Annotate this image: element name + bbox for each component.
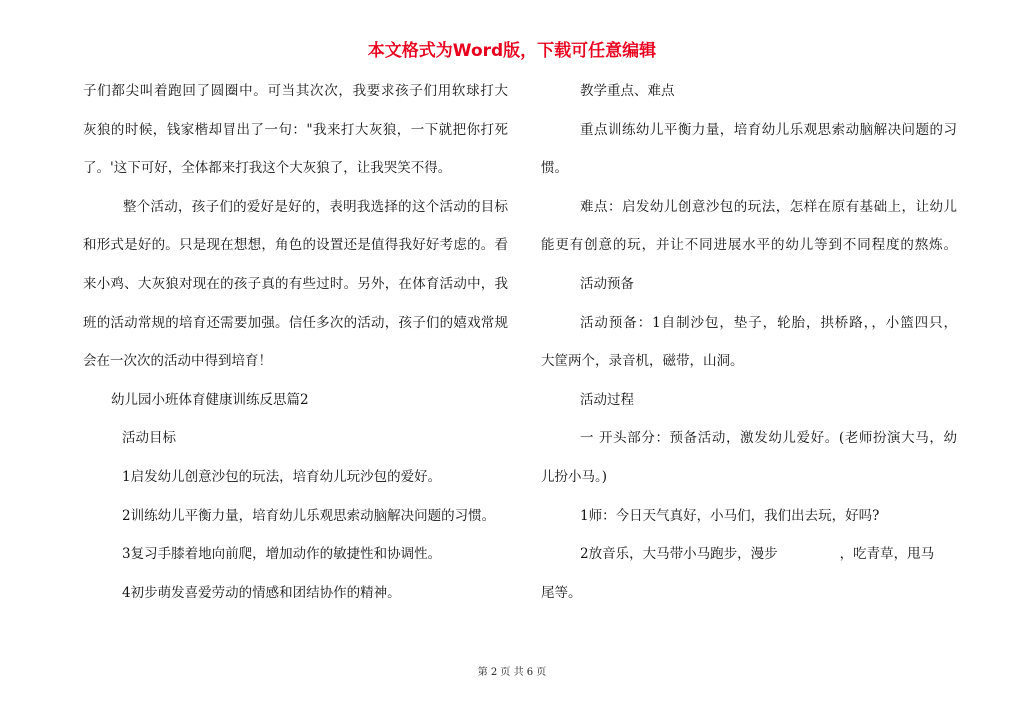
paragraph-line: 会在一次次的活动中得到培育！ [83,353,272,370]
section-heading: 幼儿园小班体育健康训练反思篇2 [111,391,309,408]
list-item-part: ，吃青草，甩马 [839,546,935,563]
list-item [541,541,957,580]
paragraph-line: 一 开头部分：预备活动，激发幼儿爱好。(老师扮演大马，幼 [580,430,957,447]
paragraph-line: 整个活动，孩子们的爱好是好的，表明我选择的这个活动的目标 [123,198,508,215]
paragraph-line: 灰狼的时候，钱家楷却冒出了一句："我来打大灰狼，一下就把你打死 [83,121,508,138]
list-item: 1师：今日天气真好，小马们，我们出去玩，好吗? [580,507,880,524]
paragraph-line: 尾等。 [541,584,582,601]
download-banner: 本文格式为Word版，下载可任意编辑 [367,41,657,61]
page-number: 第 2 页 共 6 页 [477,667,547,678]
right-column [541,78,957,618]
subheading: 活动目标 [122,430,176,447]
subheading: 活动预备 [580,275,634,292]
list-item: 2训练幼儿平衡力量，培育幼儿乐观思索动脑解决问题的习惯。 [122,507,496,524]
paragraph-line: 了。'这下可好，全体都来打我这个大灰狼了，让我哭笑不得。 [83,160,452,177]
subheading: 教学重点、难点 [580,83,675,99]
list-item: 4初步萌发喜爱劳动的情感和团结协作的精神。 [122,584,401,601]
list-item: 3复习手膝着地向前爬，增加动作的敏捷性和协调性。 [122,546,442,563]
paragraph-line: 班的活动常规的培育还需要加强。信任多次的活动，孩子们的嬉戏常规 [83,314,508,331]
paragraph-line: 重点训练幼儿平衡力量，培育幼儿乐观思索动脑解决问题的习 [580,121,957,138]
paragraph-line: 活动预备：1自制沙包，垫子，轮胎，拱桥路，，小篮四只， [580,314,957,331]
paragraph-line: 惯。 [541,160,568,177]
left-column [83,78,508,618]
paragraph-line: 大筐两个，录音机，磁带，山洞。 [541,353,744,370]
list-item: 1启发幼儿创意沙包的玩法，培育幼儿玩沙包的爱好。 [122,468,442,485]
paragraph-line: 来小鸡、大灰狼对现在的孩子真的有些过时。另外，在体育活动中，我 [83,275,508,292]
paragraph-line: 能更有创意的玩，并让不同进展水平的幼儿等到不同程度的熬炼。 [541,237,957,254]
paragraph-line: 和形式是好的。只是现在想想，角色的设置还是值得我好好考虑的。看 [83,237,508,254]
paragraph-line: 难点：启发幼儿创意沙包的玩法，怎样在原有基础上，让幼儿 [580,198,957,215]
subheading: 活动过程 [580,391,634,408]
list-item-part: 2放音乐，大马带小马跑步，漫步 [580,546,778,563]
paragraph-line: 子们都尖叫着跑回了圆圈中。可当其次次，我要求孩子们用软球打大 [83,83,508,99]
paragraph-line: 儿扮小马。) [541,468,608,485]
